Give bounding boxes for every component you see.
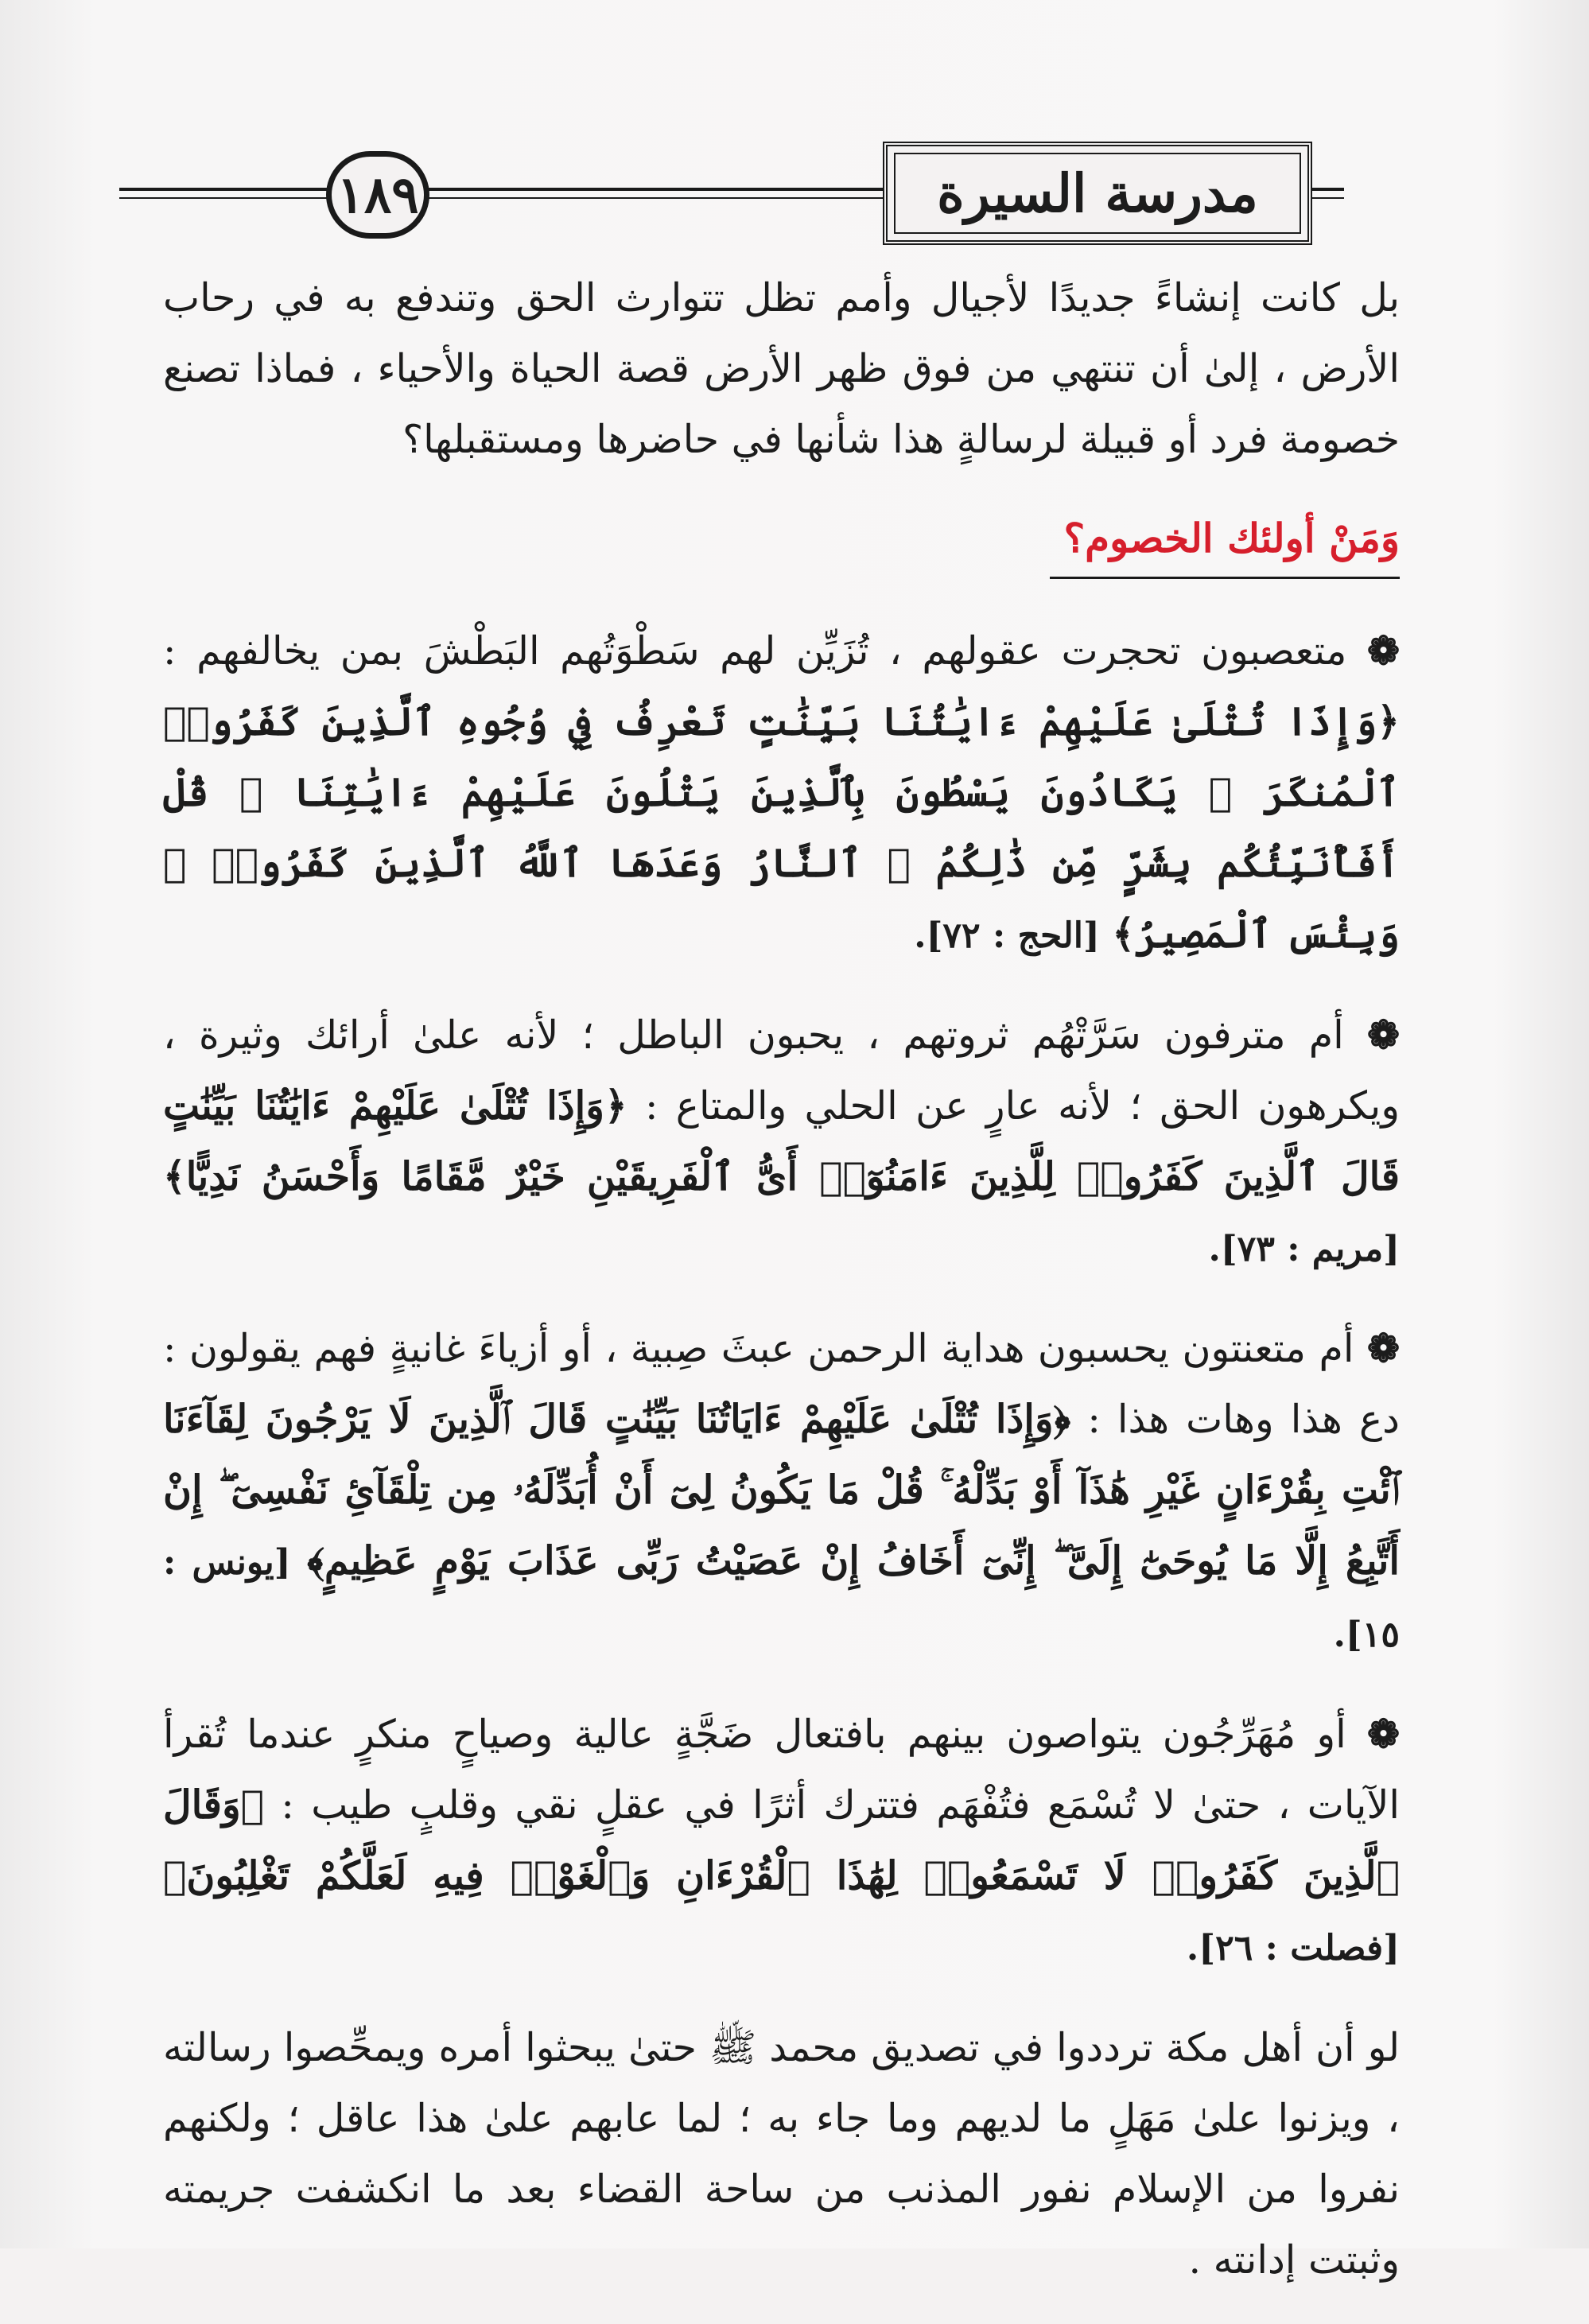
verse-reference: [الحج : ٧٢]. (914, 915, 1100, 956)
running-title-frame (883, 142, 1312, 245)
header-rule-middle-thin (428, 197, 884, 199)
flower-bullet-icon: ❁ (1366, 1711, 1400, 1757)
header-rule-right-thin (1311, 197, 1344, 199)
verse-reference: [مريم : ٧٣]. (1208, 1229, 1400, 1269)
quran-verse: ﴿وَإِذَا تُتْلَىٰ عَلَيْهِمْ ءَايَٰتُنَا بَيِّنَٰتٍ تَعْرِفُ فِي وُجُوهِ ٱلَّذِينَ كَفَرُوا۟ ٱلْمُنكَرَ ۖ يَكَادُونَ يَسْطُونَ بِٱلَّذِينَ يَتْلُونَ عَلَيْهِمْ ءَايَٰتِنَا ۗ قُلْ أَفَأُنَبِّئُكُم بِشَرٍّ مِّن ذَٰلِكُمُ ۗ ٱلنَّارُ وَعَدَهَا ٱللَّهُ ٱلَّذِينَ كَفَرُوا۟ ۖ وَبِئْسَ ٱلْمَصِيرُ﴾ (163, 698, 1400, 957)
verse-reference: [فصلت : ٢٦]. (1186, 1928, 1400, 1968)
paragraph-text: أم مترفون سَرَّتْهُم ثروتهم ، يحبون الباطل ؛ لأنه علىٰ أرائك وثيرة ، ويكرهون الحق ؛ لأنه عارٍ عن الحلي والمتاع : (163, 1012, 1400, 1129)
closing-paragraph: لو أن أهل مكة ترددوا في تصديق محمد ﷺ حتىٰ يبحثوا أمره ويمحِّصوا رسالته ، ويزنوا علىٰ مَهَلٍ ما لديهم وما جاء به ؛ لما عابهم علىٰ هذا عاقل ؛ ولكنهم نفروا من الإسلام نفور المذنب من ساحة القضاء بعد ما انكشفت جريمته وثبتت إدانته . (163, 2025, 1400, 2283)
flower-bullet-icon: ❁ (1366, 628, 1400, 674)
header-rule-left-thin (119, 197, 328, 199)
paragraph-text: متعصبون تحجرت عقولهم ، تُزَيِّن لهم سَطْوَتُهم البَطْشَ بمن يخالفهم : (163, 628, 1347, 674)
opponent-paragraph-1 (163, 616, 1400, 971)
opponent-paragraph-2 (163, 1000, 1400, 1284)
opponent-paragraph-4 (163, 1699, 1400, 1984)
verse-reference: [يونس : ١٥]. (163, 1542, 1400, 1655)
page-number-badge (326, 151, 429, 239)
paragraph-text: أو مُهَرِّجُون يتواصون بينهم بافتعال ضَجَّةٍ عالية وصياحٍ منكرٍ عندما تُقرأ الآيات ، حتىٰ لا تُسْمَع فتُفْهَم فتترك أثرًا في عقلٍ نقي وقلبٍ طيب : (163, 1712, 1401, 1828)
page-content (163, 262, 1400, 2324)
flower-bullet-icon: ❁ (1366, 1325, 1401, 1371)
intro-paragraph: بل كانت إنشاءً جديدًا لأجيال وأمم تظل تتوارث الحق وتندفع به في رحاب الأرض ، إلىٰ أن تنتهي من فوق ظهر الأرض قصة الحياة والأحياء ، فماذا تصنع خصومة فرد أو قبيلة لرسالةٍ هذا شأنها في حاضرها ومستقبلها؟ (163, 275, 1400, 462)
page-number: ١٨٩ (336, 165, 419, 225)
opponent-paragraph-3 (163, 1313, 1400, 1670)
header-rule-middle (428, 188, 884, 191)
paragraph-text: أم متعنتون يحسبون هداية الرحمن عبثَ صِبية ، أو أزياءَ غانيةٍ فهم يقولون : دع هذا وهات هذا : (163, 1326, 1400, 1442)
quran-verse: ﴿وَإِذَا تُتْلَىٰ عَلَيْهِمْ ءَايَاتُنَا بَيِّنَٰتٍ قَالَ ٱلَّذِينَ لَا يَرْجُونَ لِقَآءَنَا ٱئْتِ بِقُرْءَانٍ غَيْرِ هَٰذَآ أَوْ بَدِّلْهُ ۚ قُلْ مَا يَكُونُ لِىٓ أَنْ أُبَدِّلَهُۥ مِن تِلْقَآئِ نَفْسِىٓ ۖ إِنْ أَتَّبِعُ إِلَّا مَا يُوحَىٰٓ إِلَىَّ ۖ إِنِّىٓ أَخَافُ إِنْ عَصَيْتُ رَبِّى عَذَابَ يَوْمٍ عَظِيمٍ﴾ (163, 1396, 1400, 1584)
quran-verse: ﴿وَإِذَا تُتْلَىٰ عَلَيْهِمْ ءَايَٰتُنَا بَيِّنَٰتٍ قَالَ ٱلَّذِينَ كَفَرُوا۟ لِلَّذِينَ ءَامَنُوٓا۟ أَىُّ ٱلْفَرِيقَيْنِ خَيْرٌ مَّقَامًا وَأَحْسَنُ نَدِيًّا﴾ (163, 1082, 1400, 1199)
section-heading: وَمَنْ أولئك الخصوم؟ (1050, 505, 1400, 579)
flower-bullet-icon: ❁ (1366, 1012, 1400, 1058)
header-rule-right (1311, 188, 1344, 191)
section-heading-wrap (163, 503, 1400, 579)
quran-verse: ﴿وَقَالَ ٱلَّذِينَ كَفَرُوا۟ لَا تَسْمَعُوا۟ لِهَٰذَا ٱلْقُرْءَانِ وَٱلْغَوْا۟ فِيهِ لَعَلَّكُمْ تَغْلِبُونَ﴾ (163, 1782, 1400, 1898)
page-header (119, 142, 1344, 261)
running-title: مدرسة السيرة (937, 162, 1258, 224)
header-rule-left (119, 188, 328, 191)
